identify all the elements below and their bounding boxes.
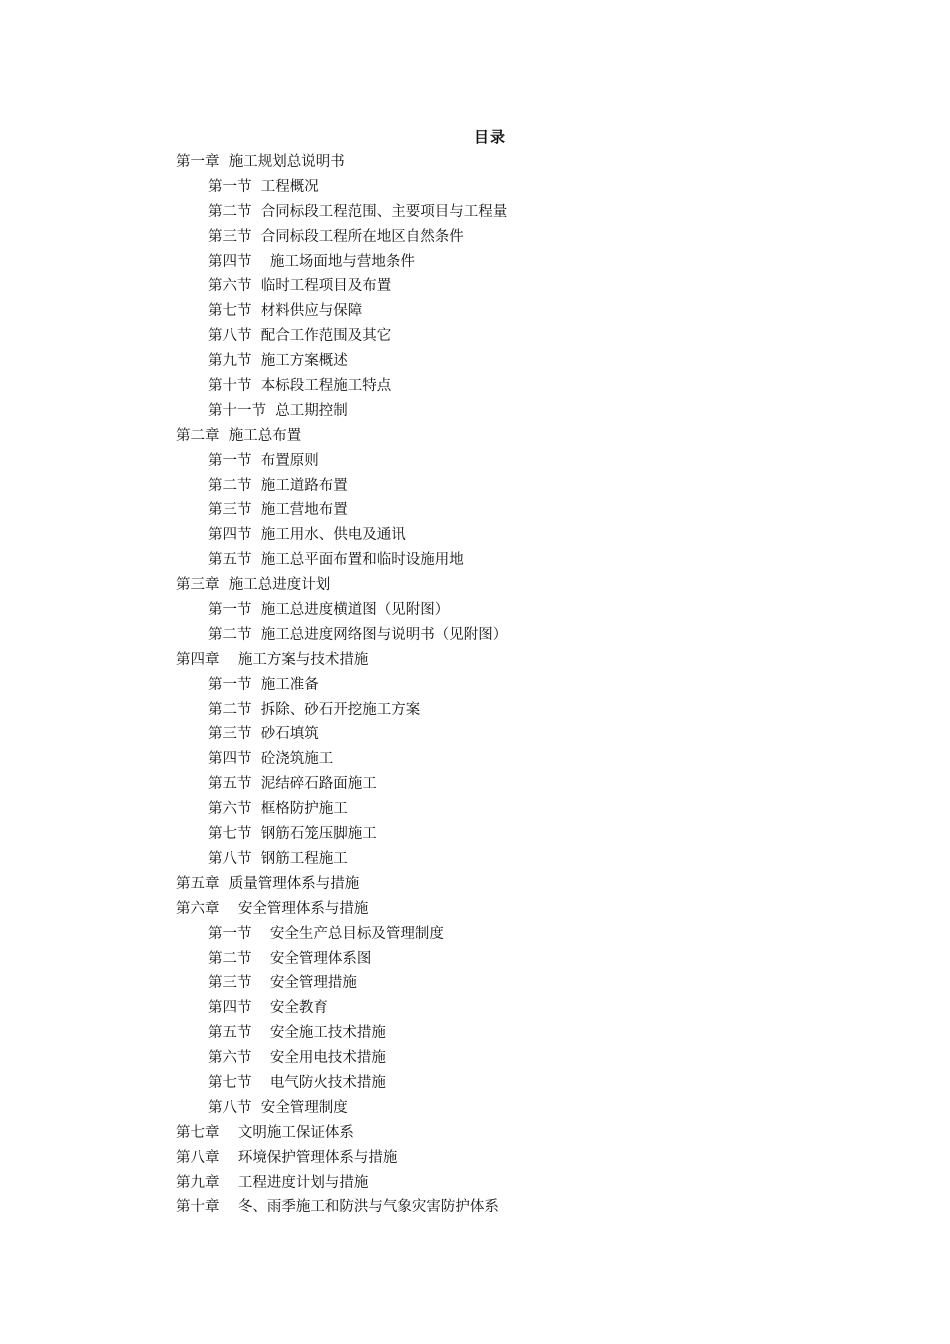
toc-title: 目录: [473, 128, 506, 146]
toc-section-entry: 第十一节 总工期控制: [208, 402, 348, 419]
toc-chapter-entry: 第四章 施工方案与技术措施: [176, 651, 369, 668]
toc-section-entry: 第四节 施工用水、供电及通讯: [208, 527, 406, 544]
toc-chapter-entry: 第十章 冬、雨季施工和防洪与气象灾害防护体系: [176, 1199, 499, 1216]
toc-section-entry: 第三节 施工营地布置: [208, 502, 348, 519]
toc-section-entry: 第一节 工程概况: [208, 178, 319, 195]
toc-section-entry: 第九节 施工方案概述: [208, 353, 348, 370]
toc-chapter-entry: 第五章 质量管理体系与措施: [176, 875, 360, 892]
toc-section-entry: 第一节 布置原则: [208, 452, 319, 469]
toc-chapter-entry: 第三章 施工总进度计划: [176, 577, 331, 594]
toc-section-entry: 第五节 安全施工技术措施: [208, 1025, 386, 1042]
toc-section-entry: 第七节 电气防火技术措施: [208, 1074, 386, 1091]
toc-section-entry: 第三节 合同标段工程所在地区自然条件: [208, 228, 464, 245]
toc-section-entry: 第八节 配合工作范围及其它: [208, 328, 392, 345]
toc-section-entry: 第四节 安全教育: [208, 1000, 328, 1017]
toc-section-entry: 第八节 安全管理制度: [208, 1099, 348, 1116]
toc-section-entry: 第七节 钢筋石笼压脚施工: [208, 826, 377, 843]
toc-section-entry: 第七节 材料供应与保障: [208, 303, 363, 320]
toc-chapter-entry: 第九章 工程进度计划与措施: [176, 1174, 369, 1191]
toc-section-entry: 第十节 本标段工程施工特点: [208, 378, 392, 395]
toc-section-entry: 第一节 安全生产总目标及管理制度: [208, 925, 444, 942]
toc-chapter-entry: 第二章 施工总布置: [176, 427, 302, 444]
toc-list: [176, 150, 876, 1220]
toc-section-entry: 第二节 施工道路布置: [208, 477, 348, 494]
toc-section-entry: 第三节 砂石填筑: [208, 726, 319, 743]
toc-section-entry: 第二节 施工总进度网络图与说明书（见附图）: [208, 626, 508, 643]
toc-section-entry: 第六节 临时工程项目及布置: [208, 278, 392, 295]
toc-section-entry: 第六节 安全用电技术措施: [208, 1050, 386, 1067]
toc-section-entry: 第三节 安全管理措施: [208, 975, 357, 992]
toc-chapter-entry: 第八章 环境保护管理体系与措施: [176, 1149, 398, 1166]
toc-section-entry: 第五节 施工总平面布置和临时设施用地: [208, 552, 464, 569]
toc-section-entry: 第六节 框格防护施工: [208, 801, 348, 818]
toc-section-entry: 第一节 施工总进度横道图（见附图）: [208, 602, 450, 619]
toc-section-entry: 第八节 钢筋工程施工: [208, 850, 348, 867]
toc-section-entry: 第五节 泥结碎石路面施工: [208, 776, 377, 793]
toc-section-entry: 第二节 合同标段工程范围、主要项目与工程量: [208, 203, 508, 220]
toc-chapter-entry: 第七章 文明施工保证体系: [176, 1124, 354, 1141]
toc-section-entry: 第四节 施工场面地与营地条件: [208, 253, 415, 270]
toc-section-entry: 第一节 施工准备: [208, 676, 319, 693]
toc-section-entry: 第二节 安全管理体系图: [208, 950, 372, 967]
toc-section-entry: 第二节 拆除、砂石开挖施工方案: [208, 701, 421, 718]
toc-chapter-entry: 第一章 施工规划总说明书: [176, 154, 345, 170]
toc-chapter-entry: 第六章 安全管理体系与措施: [176, 900, 369, 917]
toc-section-entry: 第四节 砼浇筑施工: [208, 751, 334, 768]
